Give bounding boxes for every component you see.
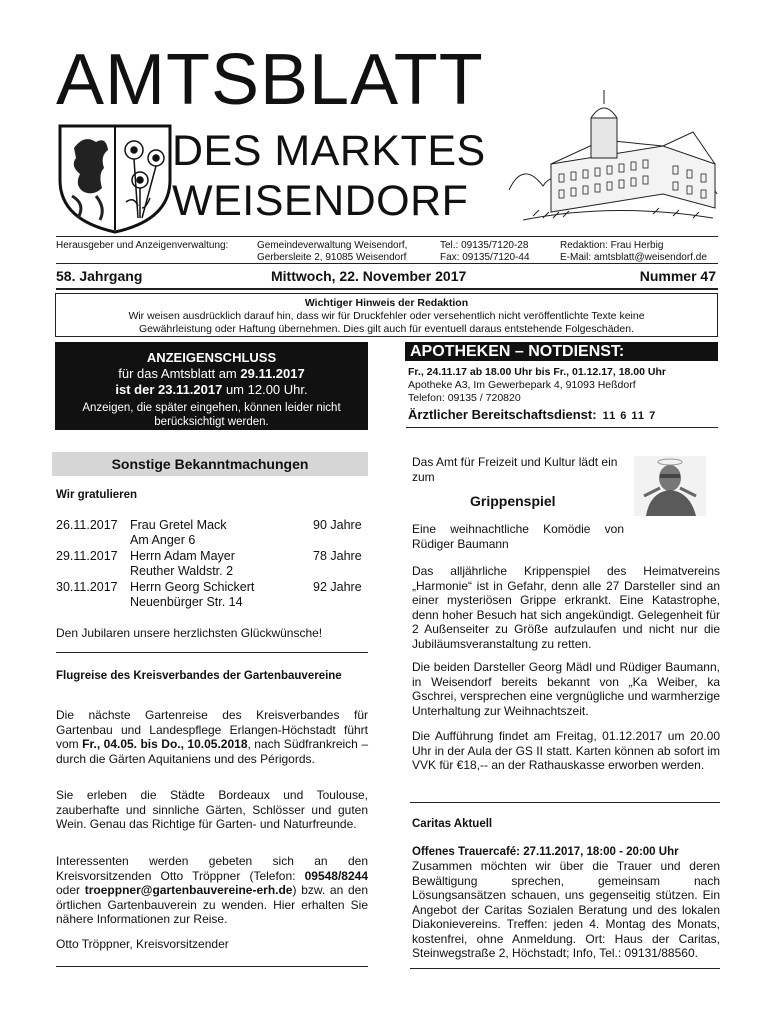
ad-deadline-line2-date: 29.11.2017 xyxy=(240,366,305,381)
flight-p3-text-e: ) bzw. an den örtlichen Gartenbauverein zu wenden. Hier erhalten Sie nähere Informationen zur Reise. xyxy=(56,883,368,926)
flight-p3-email: troeppner@gartenbauvereine-erh.de xyxy=(84,883,293,897)
castle-illustration-icon xyxy=(503,90,723,234)
left-rule-2 xyxy=(56,966,368,967)
left-rule-1 xyxy=(56,652,368,653)
editorial-notice-title: Wichtiger Hinweis der Redaktion xyxy=(304,297,469,309)
right-rule-1 xyxy=(410,802,720,803)
right-rule-2 xyxy=(410,968,720,969)
caritas-paragraph: Zusammen möchten wir über die Trauer und deren Bewältigung sprechen, gemeinsam nach Lösungsansätzen schauen, uns gegenseitig stützen. Ein Angebot der Caritas Sozialen Beratung und des lokalen Diakonievereins. Treffen: jeden 4. Montag des Monats, kostenfrei, ohne Anmeldung. Ort: Haus der Caritas, Steinwegstraße 2, Höchstadt; Info, Tel.: 09131/88560. xyxy=(412,859,720,960)
flight-p1-text-a: Die nächste Gartenreise des Kreisverbandes für Gartenbau und Landespflege Erlangen-Höchstadt führt vom xyxy=(56,708,368,751)
congrats-date: 30.11.2017 xyxy=(56,580,118,594)
flight-p3-text-a: Interessenten werden gebeten sich an den Kreisvorsitzenden Otto Tröppner (Telefon: xyxy=(56,854,368,883)
section-title: Sonstige Bekanntmachungen xyxy=(52,452,368,476)
caritas-subtitle: Offenes Trauercafé: 27.11.2017, 18:00 - 20:00 Uhr xyxy=(412,846,679,858)
ad-deadline-line3-date: ist der 23.11.2017 xyxy=(115,382,223,397)
congrats-age: 90 Jahre xyxy=(313,518,362,532)
flight-signature: Otto Tröppner, Kreisvorsitzender xyxy=(56,937,229,951)
publisher-fax: Fax: 09135/7120-44 xyxy=(440,252,530,263)
event-subtitle: Eine weihnachtliche Komödie von Rüdiger Baumann xyxy=(412,522,624,551)
pharmacy-body xyxy=(408,366,718,423)
doctor-service-label: Ärztlicher Bereitschaftsdienst: xyxy=(408,407,597,422)
pharmacy-address: Apotheke A3, Im Gewerbepark 4, 91093 Heßdorf xyxy=(408,379,636,391)
publisher-name-block xyxy=(257,240,407,264)
ad-deadline-box xyxy=(55,342,368,430)
pharmacy-rule xyxy=(406,427,718,428)
editorial-notice-line2: Gewährleistung oder Haftung übernehmen. Dies gilt auch für eventuell daraus entstehende Folgeschäden. xyxy=(139,323,634,335)
publisher-name: Gemeindeverwaltung Weisendorf, xyxy=(257,240,408,251)
ad-deadline-line3 xyxy=(55,382,368,398)
editorial-notice-box xyxy=(55,293,718,337)
issue-number: Nummer 47 xyxy=(639,268,716,284)
pharmacy-period: Fr., 24.11.17 ab 18.00 Uhr bis Fr., 01.12.17, 18.00 Uhr xyxy=(408,366,666,378)
publisher-tel: Tel.: 09135/7120-28 xyxy=(440,240,529,251)
newsletter-subtitle-line1: DES MARKTES xyxy=(172,127,486,175)
publisher-email: E-Mail: amtsblatt@weisendorf.de xyxy=(560,252,707,263)
publisher-editor: Redaktion: Frau Herbig xyxy=(560,240,664,251)
pharmacy-phone: Telefon: 09135 / 720820 xyxy=(408,392,521,404)
event-paragraph-3: Die Aufführung findet am Freitag, 01.12.2017 um 20.00 Uhr in der Aula der GS II statt. Karten können ab sofort im VVK für €18,-- an der Rathauskasse erworben werden. xyxy=(412,729,720,772)
editorial-notice-line1: Wir weisen ausdrücklich darauf hin, dass wir für Druckfehler oder versehentlich nicht veröffentlichte Texte keine xyxy=(128,310,645,322)
flight-p1-dates: Fr., 04.05. bis Do., 10.05.2018 xyxy=(82,737,248,751)
doctor-service xyxy=(408,408,718,423)
publisher-editor-block xyxy=(560,240,707,264)
issue-date: Mittwoch, 22. November 2017 xyxy=(271,268,467,284)
flight-p3-text-c: oder xyxy=(56,883,85,897)
congrats-date: 26.11.2017 xyxy=(56,518,118,532)
newsletter-subtitle-line2: WEISENDORF xyxy=(172,177,469,225)
ad-deadline-line3-time: um 12.00 Uhr. xyxy=(222,382,308,397)
newsletter-title: AMTSBLATT xyxy=(56,40,484,120)
ad-deadline-line2-text: für das Amtsblatt am xyxy=(118,366,241,381)
publisher-address: Gerbersleite 2, 91085 Weisendorf xyxy=(257,252,407,263)
caritas-title: Caritas Aktuell xyxy=(412,818,493,830)
congrats-closing: Den Jubilaren unsere herzlichsten Glückwünsche! xyxy=(56,626,323,640)
congrats-address: Am Anger 6 xyxy=(130,533,196,547)
congrats-name: Herrn Georg Schickert xyxy=(130,580,255,594)
ad-deadline-line2 xyxy=(55,366,368,382)
flight-p1-text-c: , nach Südfrankreich – durch die Gärten Aquitaniens und des Périgords. xyxy=(56,737,368,766)
ad-deadline-title: ANZEIGENSCHLUSS xyxy=(146,350,277,365)
pharmacy-header: APOTHEKEN – NOTDIENST: xyxy=(405,342,718,361)
congrats-address: Neuenbürger Str. 14 xyxy=(130,595,243,609)
actor-photo-icon xyxy=(634,456,706,516)
publisher-label: Herausgeber und Anzeigenverwaltung: xyxy=(56,240,229,251)
event-intro: Das Amt für Freizeit und Kultur lädt ein zum xyxy=(412,455,618,484)
congrats-title: Wir gratulieren xyxy=(56,489,138,501)
flight-p3-phone: 09548/8244 xyxy=(304,868,368,883)
flight-title: Flugreise des Kreisverbandes der Gartenbauvereine xyxy=(56,670,342,682)
flight-paragraph-1 xyxy=(56,708,368,766)
event-title: Grippenspiel xyxy=(470,493,556,509)
doctor-service-number: 11 6 11 7 xyxy=(602,410,657,422)
congrats-name: Frau Gretel Mack xyxy=(130,518,227,532)
congrats-age: 78 Jahre xyxy=(313,549,362,563)
event-paragraph-2: Die beiden Darsteller Georg Mädl und Rüdiger Baumann, in Weisendorf bereits bekannt von „Ka Weiber, ka Gschrei, versprechen eine vergnügliche und warmherzige Unterhaltung zur Weihnachtszeit. xyxy=(412,660,720,718)
ad-deadline-note: Anzeigen, die später eingehen, können leider nicht berücksichtigt werden. xyxy=(82,402,341,428)
congrats-name: Herrn Adam Mayer xyxy=(130,549,235,563)
masthead-rule xyxy=(56,236,718,237)
congrats-age: 92 Jahre xyxy=(313,580,362,594)
congrats-address: Reuther Waldstr. 2 xyxy=(130,564,234,578)
info-rule-top xyxy=(56,263,718,264)
event-paragraph-1: Das alljährliche Krippenspiel des Heimatvereins „Harmonie“ ist in Gefahr, denn alle 27 Darsteller sind an einer mysteriösen Grippe erkrankt. Eine Katastrophe, denn hoher Besuch hat sich angekündigt. Gelegenheit für 2 Außenseiter zu Größe aufzulaufen und nicht nur die Jubiläumsveranstaltung zu retten. xyxy=(412,564,720,651)
info-rule-bottom xyxy=(56,288,718,290)
flight-paragraph-2: Sie erleben die Städte Bordeaux und Toulouse, zauberhafte und sinnliche Gärten, Schlösser und guten Wein. Genau das Richtige für Garten- und Naturfreunde. xyxy=(56,788,368,831)
flight-paragraph-3 xyxy=(56,854,368,927)
issue-year: 58. Jahrgang xyxy=(56,268,143,284)
congrats-date: 29.11.2017 xyxy=(56,549,118,563)
coat-of-arms-icon xyxy=(56,122,174,234)
publisher-contact-block xyxy=(440,240,530,264)
